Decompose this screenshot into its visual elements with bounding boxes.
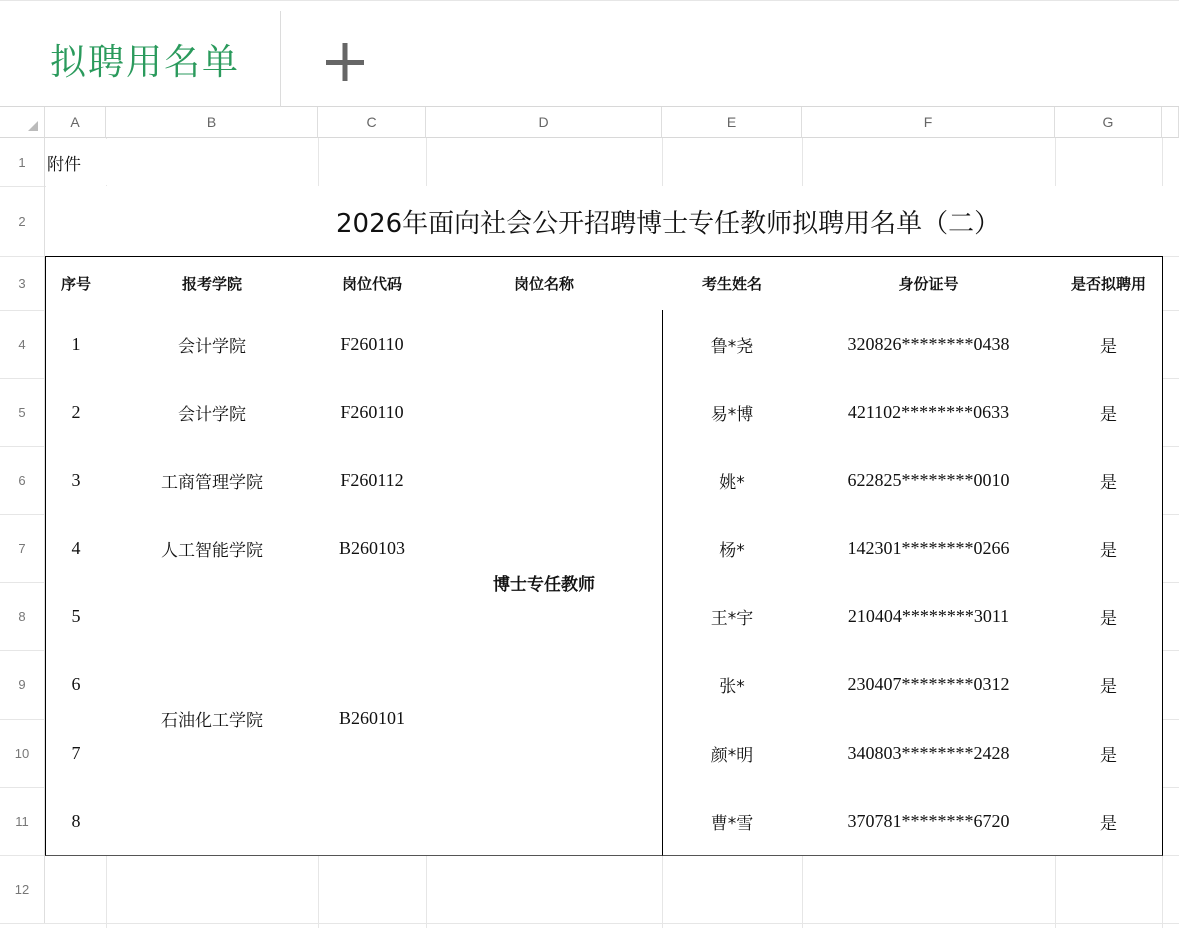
- college-cell: 石油化工学院: [106, 582, 319, 856]
- sheet-tab-label: 拟聘用名单: [50, 42, 241, 83]
- row-header-3[interactable]: 3: [0, 256, 45, 310]
- header-cell: 序号: [45, 256, 107, 311]
- id-number-cell: 142301********0266: [802, 514, 1056, 583]
- candidate-name-cell: 颜*明: [662, 719, 803, 788]
- candidate-name-cell: 王*宇: [662, 582, 803, 651]
- corner-triangle-icon: [0, 107, 45, 138]
- column-header-c[interactable]: C: [318, 107, 426, 138]
- column-header-h[interactable]: [1162, 107, 1179, 138]
- position-name-cell: 博士专任教师: [426, 310, 663, 856]
- row-header-6[interactable]: 6: [0, 446, 45, 514]
- hired-status-cell: 是: [1055, 310, 1163, 379]
- header-cell: 考生姓名: [662, 256, 803, 311]
- seq-number-cell: 3: [45, 446, 107, 515]
- id-number-cell: 210404********3011: [802, 582, 1056, 651]
- header-cell: 岗位代码: [318, 256, 427, 311]
- seq-number-cell: 7: [45, 719, 107, 788]
- header-cell: 报考学院: [106, 256, 319, 311]
- row-header-9[interactable]: 9: [0, 650, 45, 719]
- attachment-label: 附件: [46, 139, 246, 185]
- select-all-corner[interactable]: [0, 107, 45, 138]
- seq-number-cell: 6: [45, 650, 107, 720]
- sheet-tab-bar: [0, 0, 1179, 107]
- row-header-10[interactable]: 10: [0, 719, 45, 787]
- candidate-name-cell: 杨*: [662, 514, 803, 583]
- position-code-cell: F260110: [318, 378, 427, 447]
- candidate-name-cell: 张*: [662, 650, 803, 720]
- header-cell: 岗位名称: [426, 256, 663, 311]
- header-cell: 是否拟聘用: [1055, 256, 1163, 311]
- row-header-11[interactable]: 11: [0, 787, 45, 855]
- college-cell: 工商管理学院: [106, 446, 319, 515]
- id-number-cell: 230407********0312: [802, 650, 1056, 720]
- sheet-tab-active[interactable]: [0, 11, 281, 108]
- id-number-cell: 370781********6720: [802, 787, 1056, 856]
- column-header-g[interactable]: G: [1055, 107, 1162, 138]
- column-header-d[interactable]: D: [426, 107, 662, 138]
- row-header-5[interactable]: 5: [0, 378, 45, 446]
- candidate-name-cell: 姚*: [662, 446, 803, 515]
- college-cell: 人工智能学院: [106, 514, 319, 583]
- row-header-4[interactable]: 4: [0, 310, 45, 378]
- college-cell: 会计学院: [106, 378, 319, 447]
- row-header-8[interactable]: 8: [0, 582, 45, 650]
- seq-number-cell: 4: [45, 514, 107, 583]
- seq-number-cell: 8: [45, 787, 107, 856]
- header-cell: 身份证号: [802, 256, 1056, 311]
- college-cell: 会计学院: [106, 310, 319, 379]
- hired-status-cell: 是: [1055, 514, 1163, 583]
- seq-number-cell: 5: [45, 582, 107, 651]
- id-number-cell: 340803********2428: [802, 719, 1056, 788]
- position-code-cell: B260101: [318, 582, 427, 856]
- row-header-7[interactable]: 7: [0, 514, 45, 582]
- id-number-cell: 622825********0010: [802, 446, 1056, 515]
- seq-number-cell: 1: [45, 310, 107, 379]
- position-code-cell: F260112: [318, 446, 427, 515]
- sheet-title: 2026年面向社会公开招聘博士专任教师拟聘用名单（二）: [46, 186, 1179, 256]
- id-number-cell: 421102********0633: [802, 378, 1056, 447]
- column-header-b[interactable]: B: [106, 107, 318, 138]
- row-header-12[interactable]: 12: [0, 855, 45, 923]
- candidate-name-cell: 易*博: [662, 378, 803, 447]
- hired-status-cell: 是: [1055, 787, 1163, 856]
- add-sheet-button[interactable]: [322, 39, 368, 85]
- hired-status-cell: 是: [1055, 446, 1163, 515]
- id-number-cell: 320826********0438: [802, 310, 1056, 379]
- hired-status-cell: 是: [1055, 378, 1163, 447]
- seq-number-cell: 2: [45, 378, 107, 447]
- column-header-a[interactable]: A: [45, 107, 106, 138]
- candidate-name-cell: 鲁*尧: [662, 310, 803, 379]
- row-header-1[interactable]: 1: [0, 138, 45, 186]
- plus-icon: [322, 39, 368, 85]
- column-header-e[interactable]: E: [662, 107, 802, 138]
- hired-status-cell: 是: [1055, 719, 1163, 788]
- position-code-cell: B260103: [318, 514, 427, 583]
- hired-status-cell: 是: [1055, 650, 1163, 720]
- column-header-f[interactable]: F: [802, 107, 1055, 138]
- hired-status-cell: 是: [1055, 582, 1163, 651]
- row-header-2[interactable]: 2: [0, 186, 45, 256]
- grid-line-horizontal: [0, 923, 1179, 924]
- position-code-cell: F260110: [318, 310, 427, 379]
- candidate-name-cell: 曹*雪: [662, 787, 803, 856]
